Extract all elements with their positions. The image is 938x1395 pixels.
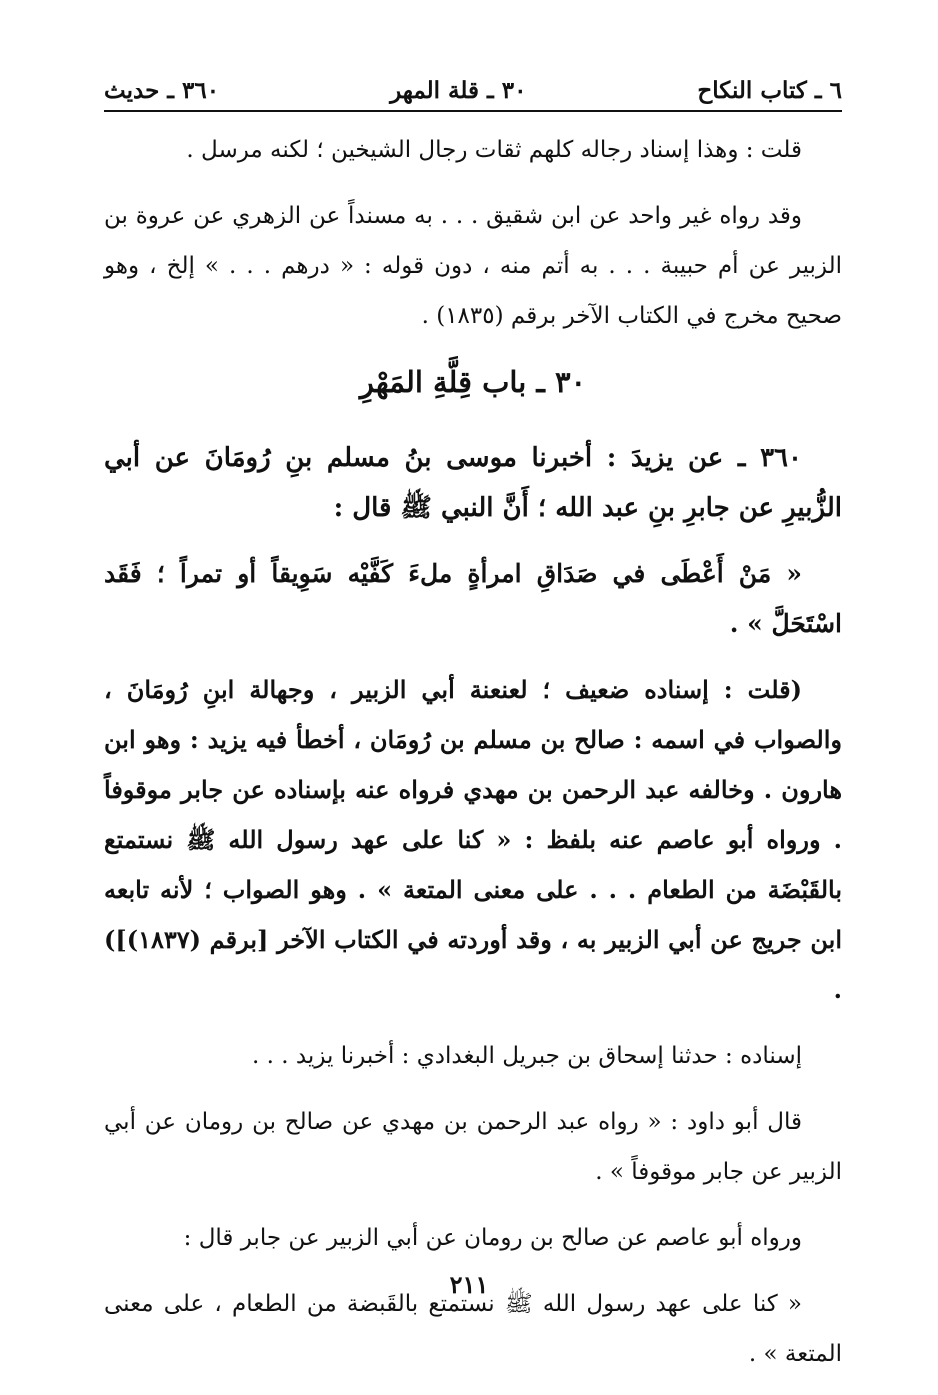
- comment-paragraph: قلت : وهذا إسناد رجاله كلهم ثقات رجال الشيخين ؛ لكنه مرسل .: [186, 137, 802, 163]
- hadith-text: « مَنْ أَعْطَى في صَدَاقِ امرأةٍ ملءَ كَفَّيْه سَوِيقاً أو تمراً ؛ فَقَد اسْتَحَلَّ » .: [104, 559, 842, 638]
- hadith-commentary: (قلت : إسناده ضعيف ؛ لعنعنة أبي الزبير ، وجهالة ابنِ رُومَانَ ، والصواب في اسمه : صالح بن مسلم بن رُومَان ، أخطأ فيه يزيد : وهو ابن هارون . وخالفه عبد الرحمن بن مهدي فرواه عنه بإسناده عن جابر موقوفاً . ورواه أبو عاصم عنه بلفظ : « كنا على عهد رسول الله ﷺ نستمتع بالقَبْضَة من الطعام . . . على معنى المتعة » . وهو الصواب ؛ لأنه تابعه ابن جريج عن أبي الزبير به ، وقد أوردته في الكتاب الآخر [برقم (١٨٣٧)]) .: [104, 675, 842, 1004]
- page-content: [104, 125, 842, 1395]
- abu-dawud-note: قال أبو داود : « رواه عبد الرحمن بن مهدي عن صالح بن رومان عن أبي الزبير عن جابر موقوفاً » .: [104, 1109, 842, 1185]
- isnad-line: إسناده : حدثنا إسحاق بن جبريل البغدادي : أخبرنا يزيد . . .: [251, 1043, 802, 1069]
- quoted-narration: « كنا على عهد رسول الله ﷺ نستمتع بالقَبضة من الطعام ، على معنى المتعة » .: [104, 1291, 842, 1367]
- chapter-heading: ٣٠ ـ باب قِلَّةِ المَهْرِ: [359, 365, 587, 399]
- header-chapter-title: ٣٠ ـ قلة المهر: [390, 77, 527, 104]
- hadith-introduction: ٣٦٠ ـ عن يزيدَ : أخبرنا موسى بنُ مسلم بنِ رُومَانَ عن أبي الزُّبيرِ عن جابرِ بنِ عبد الله ؛ أَنَّ النبي ﷺ قال :: [104, 443, 842, 523]
- page-header: [104, 72, 842, 112]
- narration-paragraph: وقد رواه غير واحد عن ابن شقيق . . . به مسنداً عن الزهري عن عروة بن الزبير عن أم حبيبة . . . به أتم منه ، دون قوله : « درهم . . . » إلخ ، وهو صحيح مخرج في الكتاب الآخر برقم (١٨٣٥) .: [104, 203, 842, 329]
- page-number: ٢١١: [449, 1270, 489, 1299]
- header-hadith-number: ٣٦٠ ـ حديث: [104, 77, 220, 104]
- header-book-title: ٦ ـ كتاب النكاح: [697, 77, 842, 104]
- abu-asim-narration: ورواه أبو عاصم عن صالح بن رومان عن أبي الزبير عن جابر قال :: [183, 1225, 802, 1251]
